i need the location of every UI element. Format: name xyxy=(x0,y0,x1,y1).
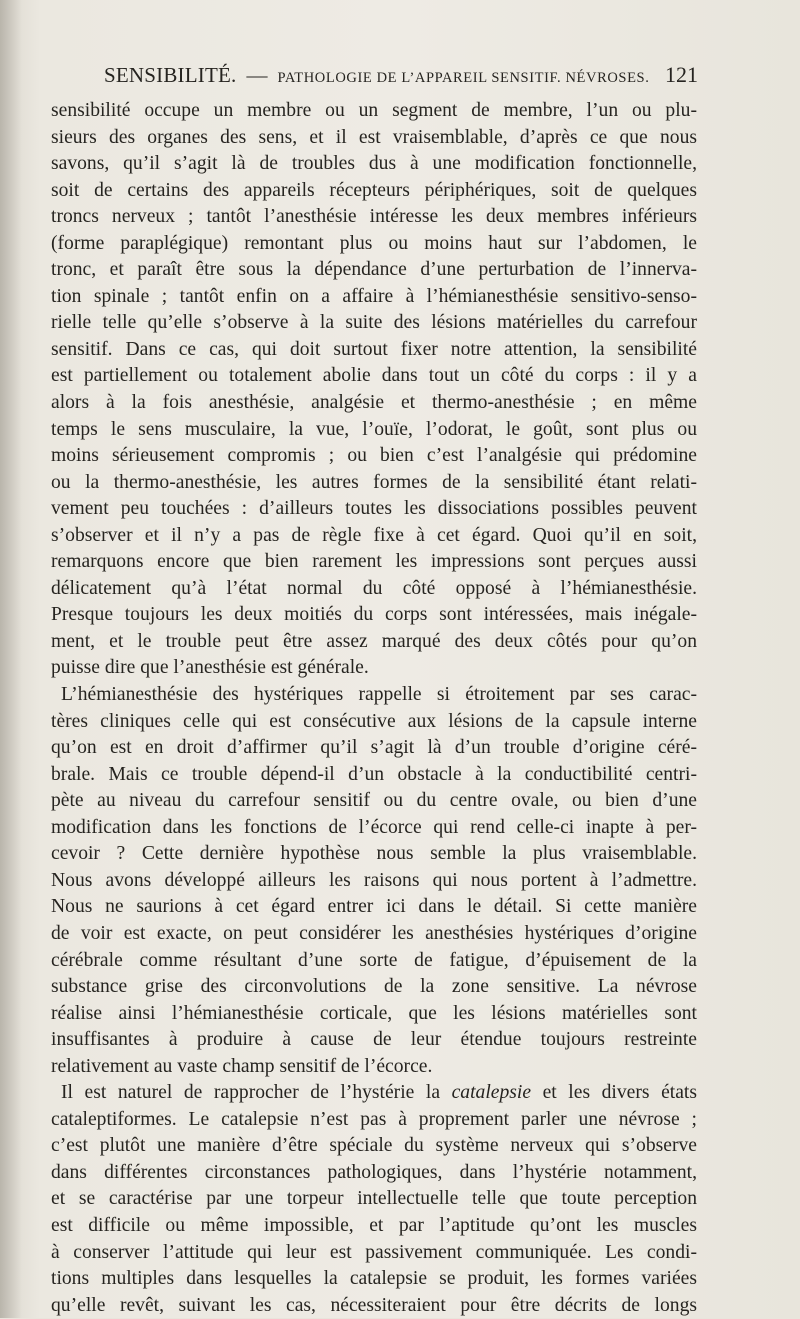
paragraph-line: cérébrale comme résultant d’une sorte de fatigue, d’épuisement de la xyxy=(51,949,697,971)
paragraph-line: substance grise des circonvolutions de la zone sensitive. La névrose xyxy=(51,976,697,998)
paragraph-line: Presque toujours les deux moitiés du corps sont intéressées, mais inégale- xyxy=(51,604,697,626)
paragraph-3 xyxy=(51,1080,697,1319)
running-title: SENSIBILITÉ. xyxy=(104,63,237,87)
paragraph-line: tion spinale ; tantôt enfin on a affaire à l’hémianesthésie sensitivo-senso- xyxy=(51,285,697,307)
line-text: et les divers états xyxy=(531,1082,697,1104)
paragraph-line: qu’elle revêt, suivant les cas, nécessiteraient pour être décrits de longs xyxy=(51,1294,697,1316)
paragraph-line: qu’on est en droit d’affirmer qu’il s’agit là d’un trouble d’origine céré- xyxy=(51,737,697,759)
italic-term: catalepsie xyxy=(451,1082,532,1104)
paragraph-line: modification dans les fonctions de l’écorce qui rend celle-ci inapte à per- xyxy=(51,816,697,838)
paragraph-line: remarquons encore que bien rarement les impressions sont perçues aussi xyxy=(51,551,697,573)
paragraph-line: cevoir ? Cette dernière hypothèse nous semble la plus vraisemblable. xyxy=(51,843,697,865)
paragraph-line: rielle telle qu’elle s’observe à la suite des lésions matérielles du carrefour xyxy=(51,312,697,334)
paragraph-line: ment, et le trouble peut être assez marqué des deux côtés pour qu’on xyxy=(51,630,697,652)
paragraph-line: s’observer et il n’y a pas de règle fixe à cet égard. Quoi qu’il en soit, xyxy=(51,524,697,546)
paragraph-line: alors à la fois anesthésie, analgésie et thermo-anesthésie ; en même xyxy=(51,392,697,414)
paragraph-1 xyxy=(51,98,697,682)
line-text: Il est naturel de rapprocher de l’hystérie la xyxy=(61,1082,452,1104)
body-text xyxy=(51,98,697,1319)
paragraph-line: c’est plutôt une manière d’être spéciale du système nerveux qui s’observe xyxy=(51,1135,697,1157)
paragraph-line: relativement au vaste champ sensitif de l’écorce. xyxy=(51,1055,433,1077)
paragraph-line: pète au niveau du carrefour sensitif ou du centre ovale, ou bien d’une xyxy=(51,790,697,812)
paragraph-line: soit de certains des appareils récepteurs périphériques, soit de quelques xyxy=(51,179,697,201)
paragraph-line: savons, qu’il s’agit là de troubles dus à une modification fonctionnelle, xyxy=(51,153,697,175)
paragraph-2 xyxy=(51,682,697,1080)
paragraph-line: vement peu touchées : d’ailleurs toutes les dissociations possibles peuvent xyxy=(51,498,697,520)
paragraph-line: ou la thermo-anesthésie, les autres formes de la sensibilité étant relati- xyxy=(51,471,697,493)
paragraph-line: moins sérieusement compromis ; ou bien c’est l’analgésie qui prédomine xyxy=(51,445,697,467)
paragraph-line: dans différentes circonstances pathologiques, dans l’hystérie notamment, xyxy=(51,1161,697,1183)
paragraph-line: réalise ainsi l’hémianesthésie corticale, que les lésions matérielles sont xyxy=(51,1002,697,1024)
paragraph-line: et se caractérise par une torpeur intellectuelle telle que toute perception xyxy=(51,1188,697,1210)
paragraph-line: temps le sens musculaire, la vue, l’ouïe, l’odorat, le goût, sont plus ou xyxy=(51,418,697,440)
gutter-shadow xyxy=(0,0,22,1318)
paragraph-line: à conserver l’attitude qui leur est passivement communiquée. Les condi- xyxy=(51,1241,697,1263)
paragraph-line: Nous avons développé ailleurs les raisons qui nous portent à l’admettre. xyxy=(51,869,697,891)
paragraph-line: tères cliniques celle qui est consécutive aux lésions de la capsule interne xyxy=(51,710,697,732)
header-dash: — xyxy=(246,63,268,87)
paragraph-line xyxy=(51,1080,697,1107)
paragraph-line: brale. Mais ce trouble dépend-il d’un obstacle à la conductibilité centri- xyxy=(51,763,697,785)
paragraph-line: Nous ne saurions à cet égard entrer ici dans le détail. Si cette manière xyxy=(51,896,697,918)
paragraph-line: délicatement qu’à l’état normal du côté opposé à l’hémianesthésie. xyxy=(51,577,697,599)
paragraph-line: troncs nerveux ; tantôt l’anesthésie intéresse les deux membres inférieurs xyxy=(51,206,697,228)
running-header xyxy=(104,62,698,92)
paragraph-line: tions multiples dans lesquelles la catalepsie se produit, les formes variées xyxy=(51,1268,697,1290)
paragraph-line: tronc, et paraît être sous la dépendance d’une perturbation de l’innerva- xyxy=(51,259,697,281)
paragraph-line: insuffisantes à produire à cause de leur étendue toujours restreinte xyxy=(51,1029,697,1051)
paragraph-line: sensibilité occupe un membre ou un segment de membre, l’un ou plu- xyxy=(51,100,697,121)
paragraph-line: de voir est exacte, on peut considérer les anesthésies hystériques d’origine xyxy=(51,922,697,944)
running-subtitle: PATHOLOGIE DE L’APPAREIL SENSITIF. NÉVROSES. xyxy=(277,70,650,86)
paragraph-line: cataleptiformes. Le catalepsie n’est pas à proprement parler une névrose ; xyxy=(51,1108,697,1130)
paragraph-line: est partiellement ou totalement abolie dans tout un côté du corps : il y a xyxy=(51,365,697,387)
page-number: 121 xyxy=(665,62,698,87)
paragraph-line: est difficile ou même impossible, et par l’aptitude qu’ont les muscles xyxy=(51,1214,697,1236)
paragraph-line: sieurs des organes des sens, et il est vraisemblable, d’après ce que nous xyxy=(51,126,697,148)
paragraph-line: L’hémianesthésie des hystériques rappelle si étroitement par ses carac- xyxy=(61,684,697,706)
paragraph-line: sensitif. Dans ce cas, qui doit surtout fixer notre attention, la sensibilité xyxy=(51,338,697,360)
paragraph-line: (forme paraplégique) remontant plus ou moins haut sur l’abdomen, le xyxy=(51,232,697,254)
paragraph-line: puisse dire que l’anesthésie est générale. xyxy=(51,657,369,679)
